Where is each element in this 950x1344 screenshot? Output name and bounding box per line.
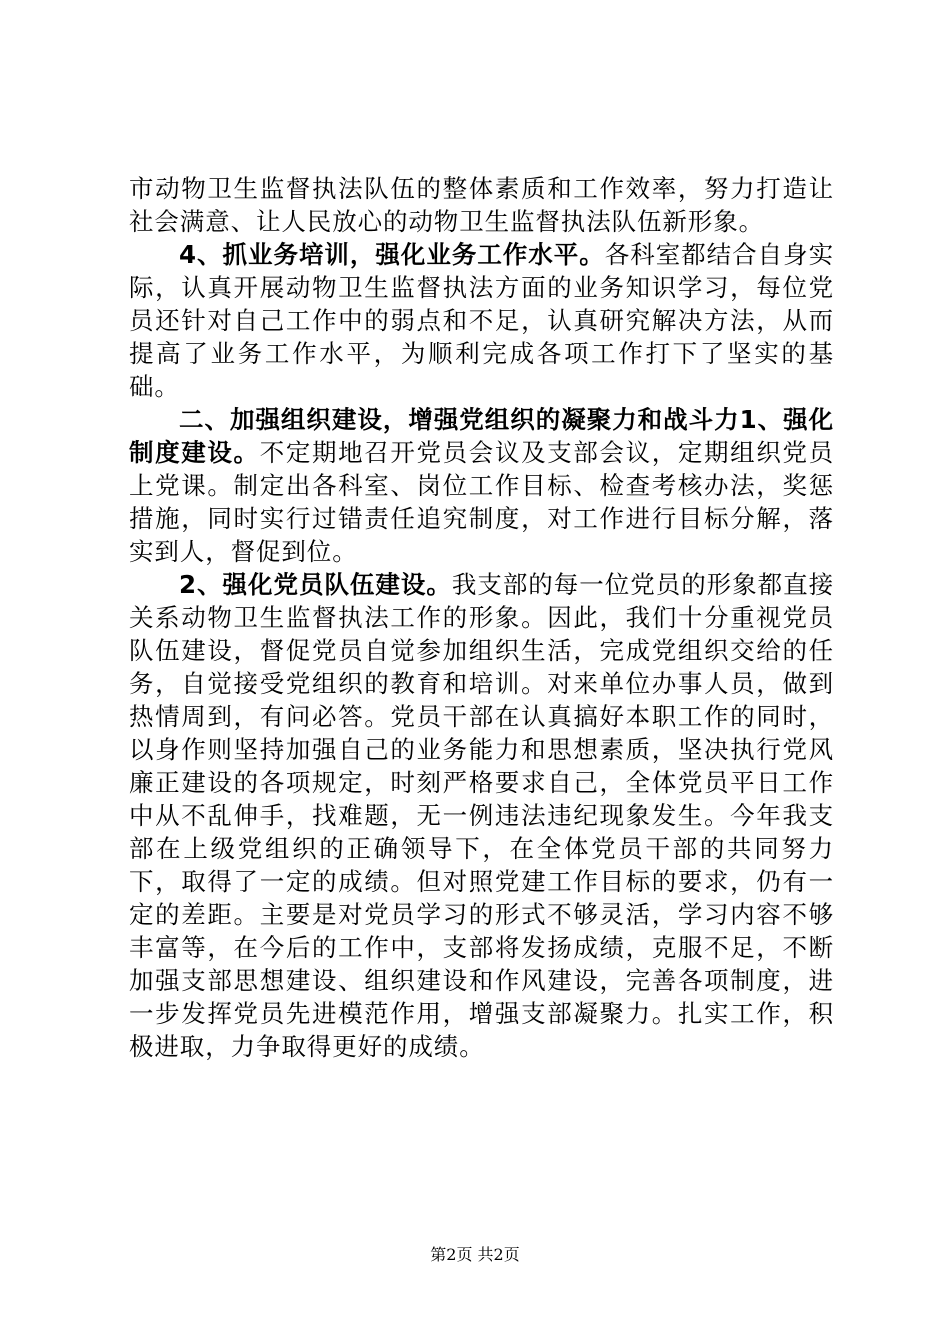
- paragraph-heading: 2、强化党员队伍建设。: [179, 570, 452, 599]
- paragraph-organization-building: [129, 403, 834, 568]
- paragraph-text: 不定期地召开党员会议及支部会议，定期组织党员上党课。制定出各科室、岗位工作目标、检查考核办法，奖惩措施，同时实行过错责任追究制度，对工作进行目标分解，落实到人，督促到位。: [129, 438, 834, 566]
- document-body: [129, 172, 834, 1063]
- paragraph-business-training: [129, 238, 834, 403]
- paragraph-text: 各科室都结合自身实际，认真开展动物卫生监督执法方面的业务知识学习，每位党员还针对自己工作中的弱点和不足，认真研究解决方法，从而提高了业务工作水平，为顺利完成各项工作打下了坚实的基础。: [129, 240, 834, 401]
- paragraph-continuation: [129, 172, 834, 238]
- paragraph-heading: 4、抓业务培训，强化业务工作水平。: [179, 240, 605, 269]
- paragraph-heading: 二、加强组织建设，增强党组织的凝聚力和战斗力1、强化制度建设。: [129, 405, 834, 467]
- paragraph-text: 我支部的每一位党员的形象都直接关系动物卫生监督执法工作的形象。因此，我们十分重视党员队伍建设，督促党员自觉参加组织生活，完成党组织交给的任务，自觉接受党组织的教育和培训。对来单位办事人员，做到热情周到，有问必答。党员干部在认真搞好本职工作的同时，以身作则坚持加强自己的业务能力和思想素质，坚决执行党风廉正建设的各项规定，时刻严格要求自己，全体党员平日工作中从不乱伸手，找难题，无一例违法违纪现象发生。今年我支部在上级党组织的正确领导下，在全体党员干部的共同努力下，取得了一定的成绩。但对照党建工作目标的要求，仍有一定的差距。主要是对党员学习的形式不够灵活，学习内容不够丰富等，在今后的工作中，支部将发扬成绩，克服不足，不断加强支部思想建设、组织建设和作风建设，完善各项制度，进一步发挥党员先进模范作用，增强支部凝聚力。扎实工作，积极进取，力争取得更好的成绩。: [129, 570, 835, 1061]
- paragraph-text: 市动物卫生监督执法队伍的整体素质和工作效率，努力打造让社会满意、让人民放心的动物卫生监督执法队伍新形象。: [129, 174, 834, 236]
- paragraph-party-team-building: [129, 568, 834, 1063]
- page-footer: 第2页 共2页: [430, 1245, 520, 1264]
